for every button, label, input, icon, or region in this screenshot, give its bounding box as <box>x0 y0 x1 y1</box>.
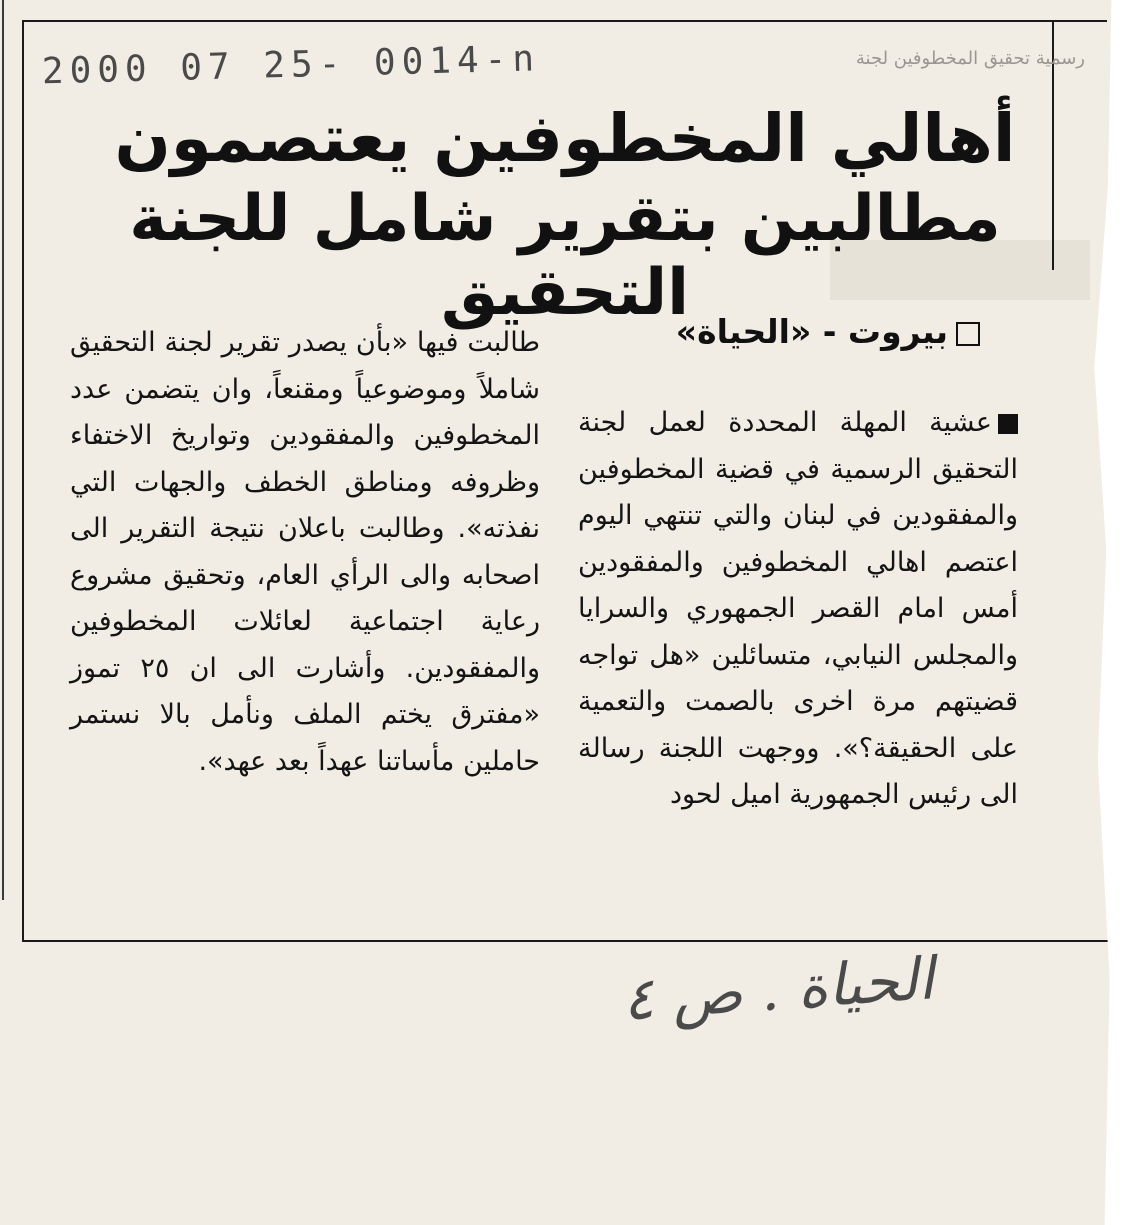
square-bullet-icon <box>956 322 980 346</box>
filled-square-icon <box>998 414 1018 434</box>
article-body-right: عشية المهلة المحددة لعمل لجنة التحقيق الرسمية في قضية المخطوفين والمفقودين في لبنان والتي تنتهي اليوم اعتصم اهالي المخطوفين والمفقودين أمس امام القصر الجمهوري والسرايا والمجلس النيابي، متسائلين «هل تواجه قضيتهم مرة اخرى بالصمت والتعمية على الحقيقة؟». ووجهت اللجنة رسالة الى رئيس الجمهورية اميل لحود <box>578 407 1018 810</box>
bleed-through-text: رسمية تحقيق المخطوفين لجنة <box>855 48 1085 69</box>
left-frame-rule <box>22 20 24 942</box>
archive-stamp: 2000 07 25- 0014-n <box>41 38 541 93</box>
handwritten-source-note: الحياة . ص ٤ <box>620 944 937 1034</box>
top-frame-rule <box>22 20 1107 22</box>
article-column-right <box>578 400 1018 819</box>
dateline-text: بيروت - «الحياة» <box>675 312 948 351</box>
headline-line-2: مطالبين بتقرير شامل للجنة التحقيق <box>129 182 1001 330</box>
dateline <box>640 312 980 351</box>
headline-line-1: أهالي المخطوفين يعتصمون <box>114 100 1016 177</box>
article-body-left: طالبت فيها «بأن يصدر تقرير لجنة التحقيق شاملاً وموضوعياً ومقنعاً، وان يتضمن عدد المخطوفين والمفقودين وتواريخ الاختفاء وظروفه ومناطق الخطف والجهات التي نفذته». وطالبت باعلان نتيجة التقرير الى اصحابه والى الرأي العام، وتحقيق مشروع رعاية اجتماعية لعائلات المخطوفين والمفقودين. وأشارت الى ان ٢٥ تموز «مفترق يختم الملف ونأمل بالا نستمر حاملين مأساتنا عهداً بعد عهد». <box>70 327 540 777</box>
article-column-left <box>70 320 540 785</box>
left-edge-rule <box>2 0 4 900</box>
